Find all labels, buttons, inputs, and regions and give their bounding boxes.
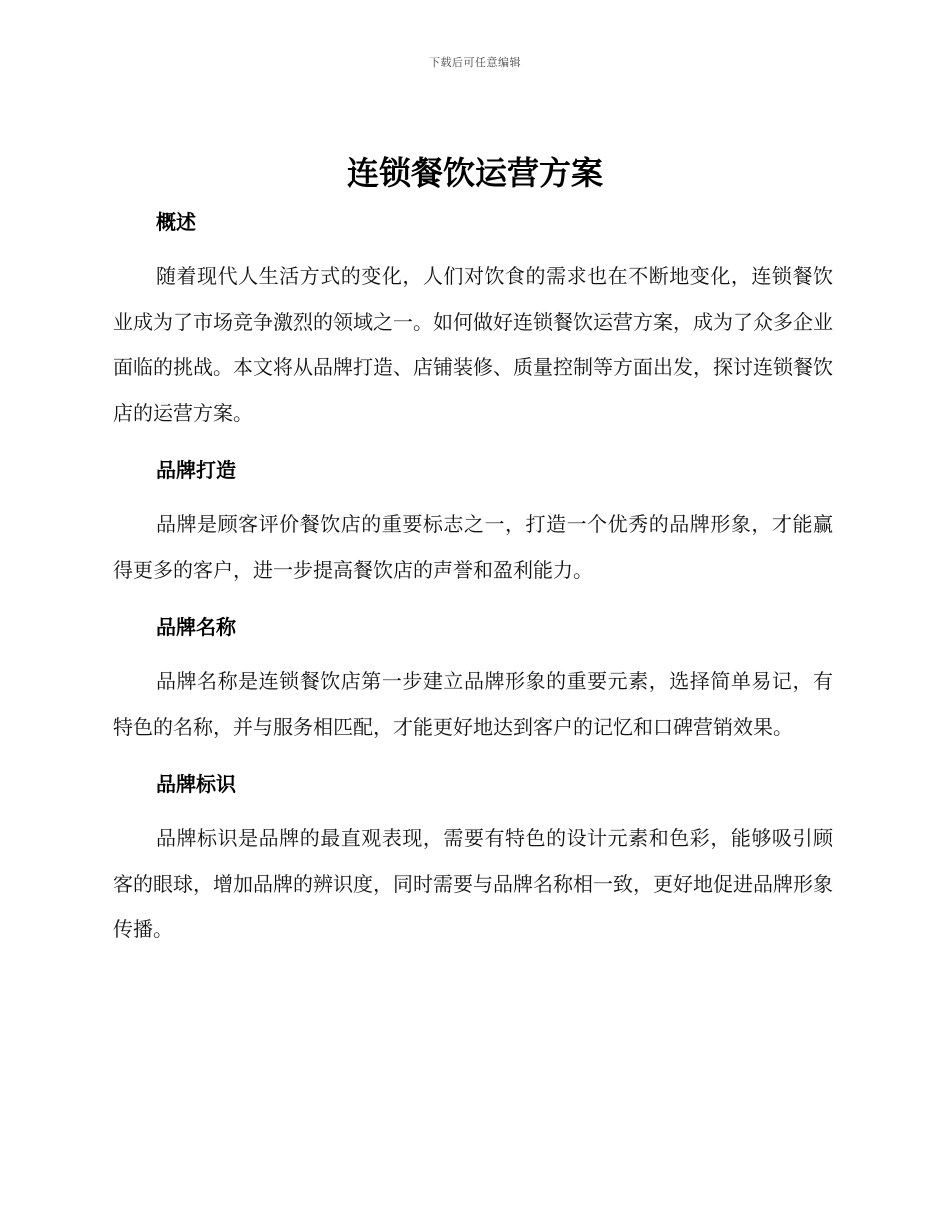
download-edit-note: 下载后可任意编辑 <box>429 56 521 69</box>
document-body <box>113 200 833 953</box>
section-paragraph-overview: 随着现代人生活方式的变化，人们对饮食的需求也在不断地变化，连锁餐饮业成为了市场竞争激烈的领域之一。如何做好连锁餐饮运营方案，成为了众多企业面临的挑战。本文将从品牌打造、店铺装修、质量控制等方面出发，探讨连锁餐饮店的运营方案。 <box>113 264 833 425</box>
document-title: 连锁餐饮运营方案 <box>346 154 603 192</box>
section-heading-brand-building: 品牌打造 <box>156 458 236 482</box>
section-heading-brand-name: 品牌名称 <box>156 615 236 639</box>
section-paragraph-brand-name: 品牌名称是连锁餐饮店第一步建立品牌形象的重要元素，选择简单易记，有特色的名称，并与服务相匹配，才能更好地达到客户的记忆和口碑营销效果。 <box>113 669 833 739</box>
section-heading-brand-logo: 品牌标识 <box>156 772 236 796</box>
section-paragraph-brand-building: 品牌是顾客评价餐饮店的重要标志之一，打造一个优秀的品牌形象，才能赢得更多的客户，进一步提高餐饮店的声誉和盈利能力。 <box>113 512 833 582</box>
section-paragraph-brand-logo: 品牌标识是品牌的最直观表现，需要有特色的设计元素和色彩，能够吸引顾客的眼球，增加品牌的辨识度，同时需要与品牌名称相一致，更好地促进品牌形象传播。 <box>113 826 833 941</box>
section-heading-overview: 概述 <box>156 210 196 234</box>
